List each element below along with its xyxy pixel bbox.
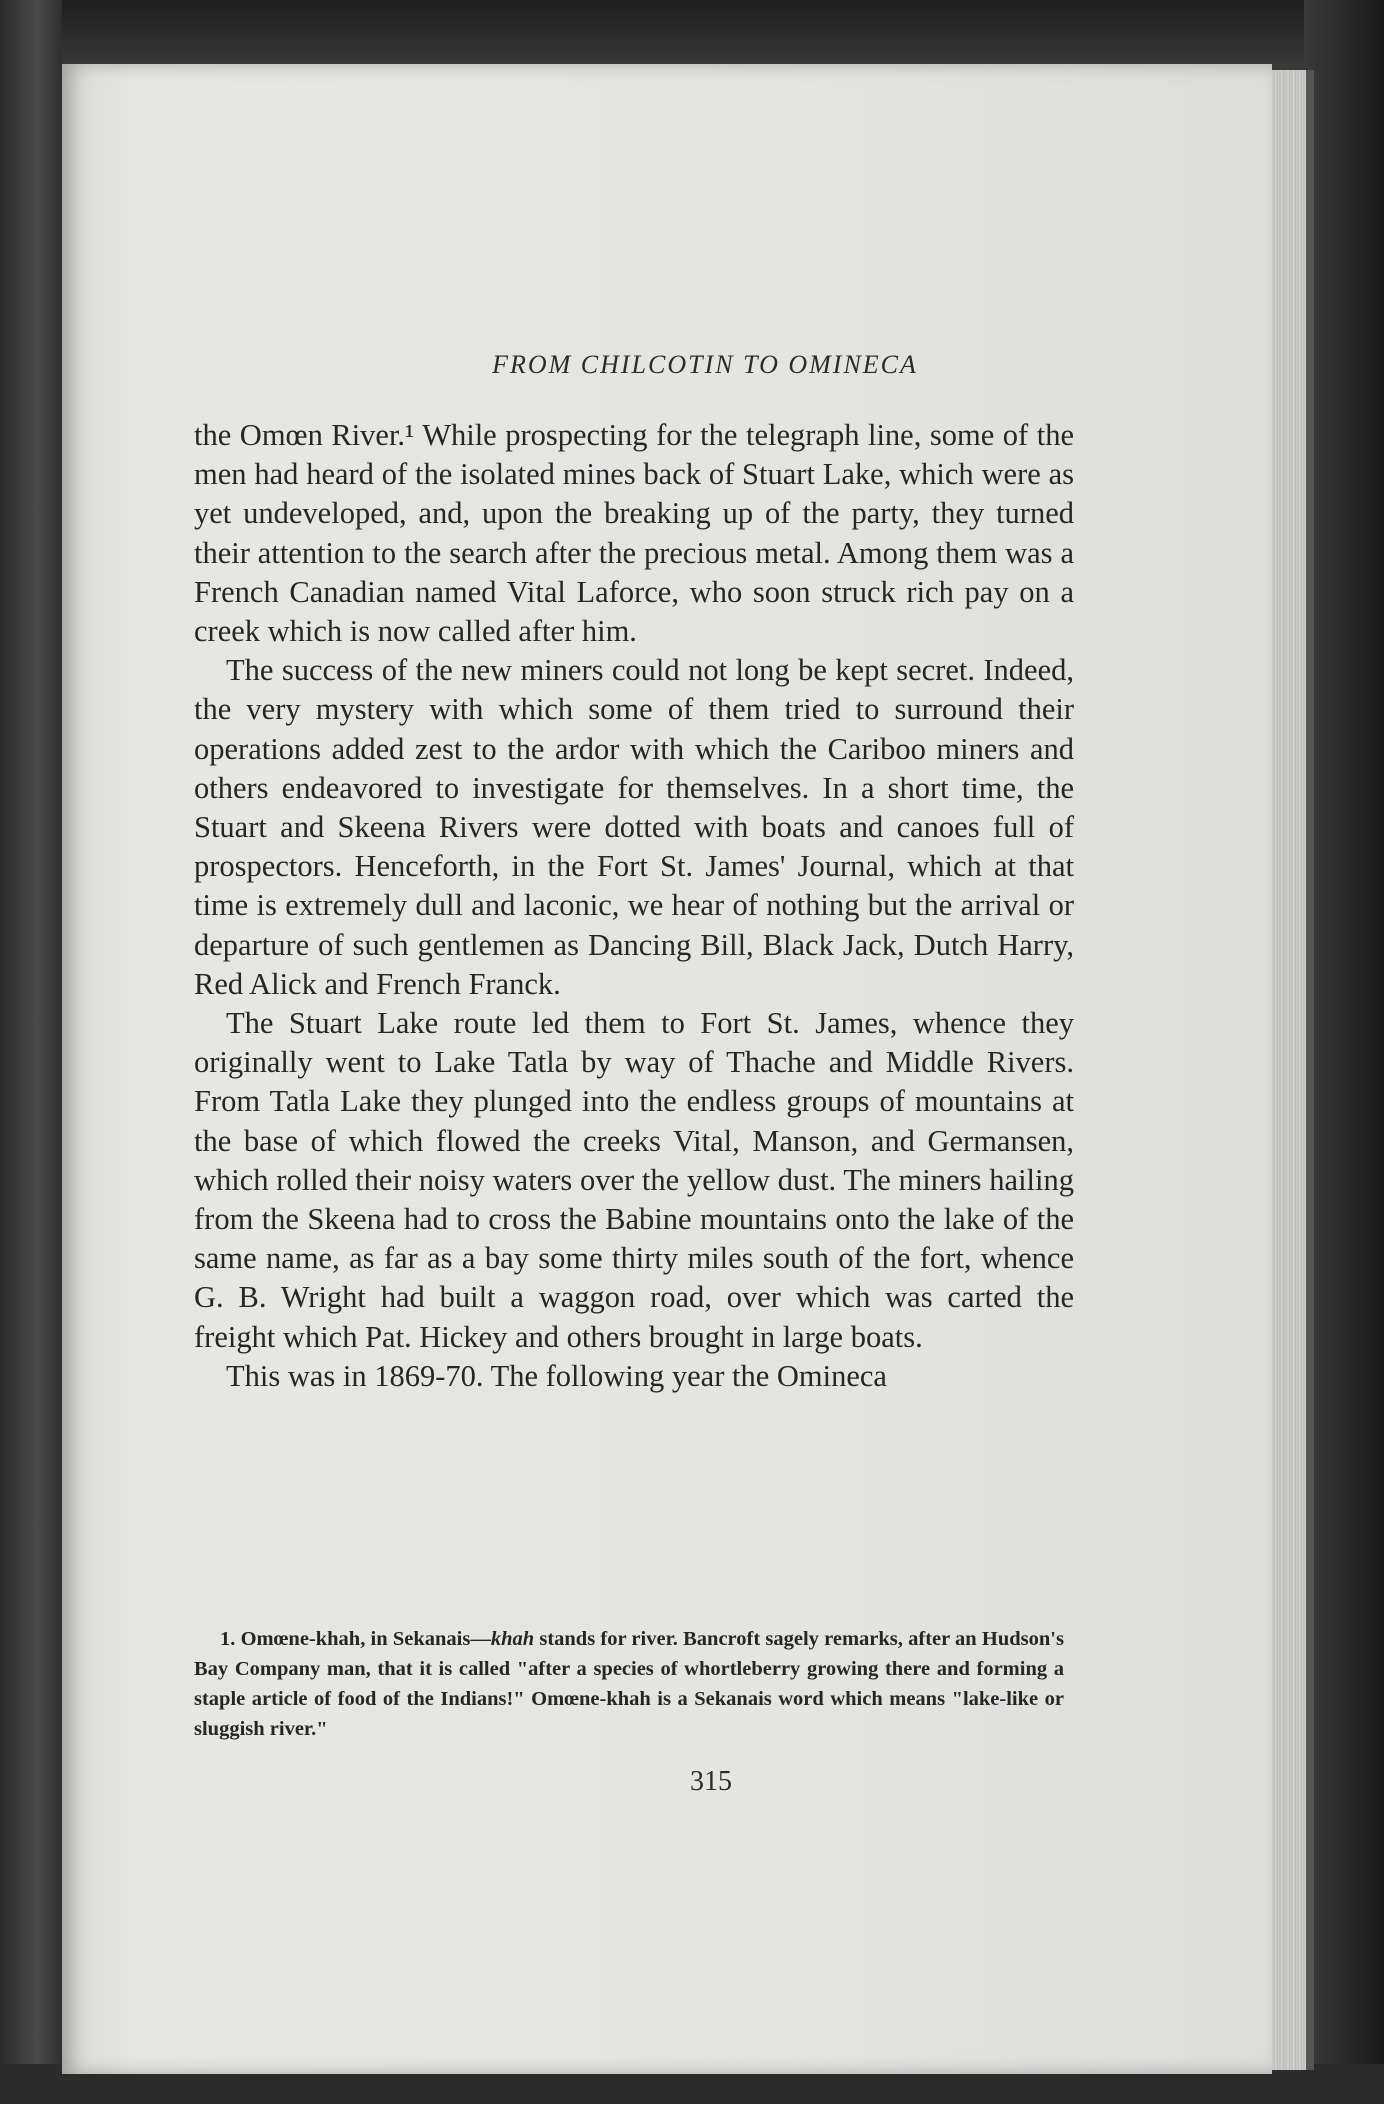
footnote-1-start: 1. Omœne-khah, in Sekanais—	[220, 1628, 491, 1650]
footnotes	[194, 1624, 1064, 1744]
page-number-text: 315	[690, 1766, 732, 1797]
page-edges-shadow	[1306, 70, 1314, 2070]
footnote-1-italic: khah	[490, 1628, 535, 1650]
page-edges	[1272, 70, 1306, 2070]
scan-frame-left	[0, 0, 62, 2104]
footnote-1	[194, 1624, 1064, 1744]
scan-frame-top	[0, 0, 1384, 70]
paragraph-4: This was in 1869-70. The following year the Omineca	[226, 1358, 887, 1393]
body-text	[194, 416, 1074, 1396]
footnote-1-end: stands for river. Bancroft sagely remarks, after an Hudson's Bay Company man, that it is called "after a species of whortleberry growing there and forming a staple article of food of the Indians!" Omœne-khah is a Sekanais word which means "lake-like or sluggish river."	[194, 1628, 1064, 1740]
paragraph-3: The Stuart Lake route led them to Fort St. James, whence they originally went to Lake Tatla by way of Thache and Middle Rivers. From Tatla Lake they plunged into the endless groups of mountains at the base of which flowed the creeks Vital, Manson, and Germansen, which rolled their noisy waters over the yellow dust. The miners hailing from the Skeena had to cross the Babine mountains onto the lake of the same name, as far as a bay some thirty miles south of the fort, whence G. B. Wright had built a waggon road, over which was carted the freight which Pat. Hickey and others brought in large boats.	[194, 1006, 1074, 1354]
scan-frame-right	[1304, 0, 1384, 2104]
page-number	[62, 1766, 1272, 1798]
paragraph-2: The success of the new miners could not long be kept secret. Indeed, the very mystery with which some of them tried to surround their operations added zest to the ardor with which the Cariboo miners and others endeavored to investigate for themselves. In a short time, the Stuart and Skeena Rivers were dotted with boats and canoes full of prospectors. Henceforth, in the Fort St. James' Journal, which at that time is extremely dull and laconic, we hear of nothing but the arrival or departure of such gentlemen as Dancing Bill, Black Jack, Dutch Harry, Red Alick and French Franck.	[194, 653, 1074, 1001]
paragraph-1: the Omœn River.¹ While prospecting for the telegraph line, some of the men had heard of the isolated mines back of Stuart Lake, which were as yet undeveloped, and, upon the breaking up of the party, they turned their attention to the search after the precious metal. Among them was a French Canadian named Vital Laforce, who soon struck rich pay on a creek which is now called after him.	[194, 418, 1074, 649]
running-head	[62, 350, 1272, 380]
book-page	[62, 64, 1272, 2074]
running-head-text: FROM CHILCOTIN TO OMINECA	[492, 350, 918, 379]
